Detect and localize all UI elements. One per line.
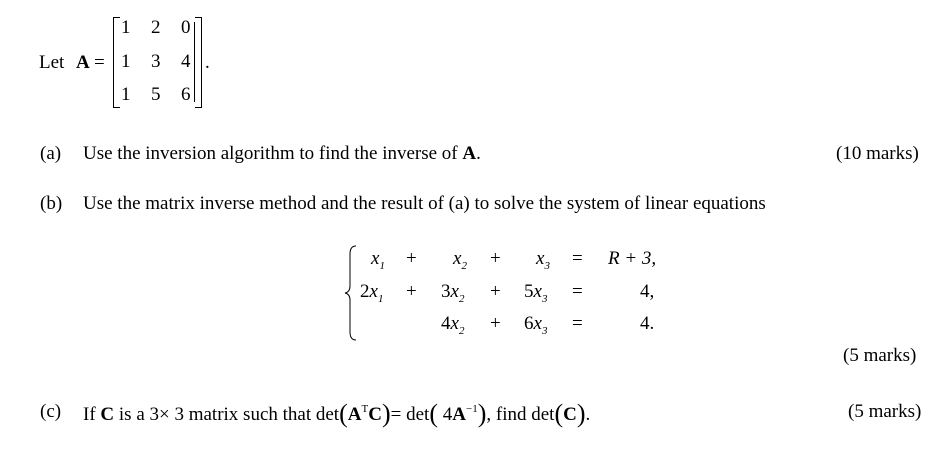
- eq1-term-x2: $x_2$: [453, 248, 467, 272]
- part-c-mid-text: is a 3× 3 matrix such that det: [118, 404, 340, 425]
- eq1-equals: =: [572, 248, 583, 269]
- part-c-if: If: [83, 404, 96, 425]
- eq3-term-x3: $6x_3$: [524, 313, 548, 337]
- matrix-right-bracket: [195, 17, 202, 108]
- eq1-rhs: R + 3,: [608, 248, 657, 269]
- part-c-matrix-c2: C: [368, 404, 382, 425]
- part-c-transpose: T: [361, 403, 369, 415]
- part-c-eq-det: = det: [390, 404, 430, 425]
- part-b-marks: (5 marks): [843, 345, 917, 366]
- eq2-term-x3: $5x_3$: [524, 281, 548, 305]
- eq2-equals: =: [572, 281, 583, 302]
- eq2-term-x1: $2x_1$: [360, 281, 384, 305]
- part-c-matrix-a2: A: [452, 404, 466, 425]
- part-c-label: (c): [40, 401, 62, 422]
- eq3-rhs: 4.: [640, 313, 655, 334]
- part-a-matrix-symbol: A: [462, 143, 477, 164]
- part-a-label: (a): [40, 143, 62, 164]
- part-b-text: Use the matrix inverse method and the result of (a) to solve the system of linear equations: [83, 193, 766, 214]
- eq2-term-x2: $3x_2$: [441, 281, 465, 305]
- matrix-inner-rule: [194, 22, 195, 102]
- eq2-plus-2: +: [490, 281, 501, 302]
- eq2-plus-1: +: [406, 281, 417, 302]
- matrix-cell: 3: [151, 51, 161, 72]
- part-c-find-det: , find det: [486, 404, 555, 425]
- part-a-marks: (10 marks): [836, 143, 919, 164]
- part-c-matrix-a: A: [347, 404, 362, 425]
- eq1-term-x3: $x_3$: [536, 248, 550, 272]
- part-c-marks: (5 marks): [848, 401, 922, 422]
- matrix-cell: 0: [181, 17, 191, 38]
- matrix-cell: 1: [121, 17, 131, 38]
- part-c-four: 4: [442, 404, 453, 425]
- eq2-rhs: 4,: [640, 281, 655, 302]
- matrix-period: .: [205, 52, 210, 73]
- part-b-label: (b): [40, 193, 63, 214]
- left-brace: [344, 244, 358, 342]
- matrix-left-bracket: [113, 17, 120, 108]
- part-a-end: .: [476, 143, 481, 164]
- eq1-term-x1: $x_1$: [371, 248, 385, 272]
- part-c-matrix-c: C: [100, 404, 115, 425]
- matrix-cell: 1: [121, 84, 131, 105]
- matrix-cell: 6: [181, 84, 191, 105]
- matrix-symbol-a: A: [76, 52, 90, 73]
- matrix-cell: 1: [121, 51, 131, 72]
- eq3-term-x2: $4x_2$: [441, 313, 465, 337]
- matrix-cell: 5: [151, 84, 161, 105]
- eq1-plus-1: +: [406, 248, 417, 269]
- let-label: Let: [39, 52, 65, 73]
- eq3-equals: =: [572, 313, 583, 334]
- part-a-text: Use the inversion algorithm to find the inverse of: [83, 143, 458, 164]
- part-c-inverse: −1: [465, 403, 478, 415]
- part-a-question: [83, 143, 481, 165]
- part-c-end: .: [585, 404, 591, 425]
- equals-sign: =: [94, 52, 105, 73]
- eq3-plus: +: [490, 313, 501, 334]
- eq1-plus-2: +: [490, 248, 501, 269]
- part-c-matrix-c3: C: [563, 404, 577, 425]
- matrix-cell: 4: [181, 51, 191, 72]
- part-c-question: If C is a 3× 3 matrix such that $\det(A^TC)= \det$( $4A^{-1}$), find det(C).: [83, 399, 591, 428]
- matrix-cell: 2: [151, 17, 161, 38]
